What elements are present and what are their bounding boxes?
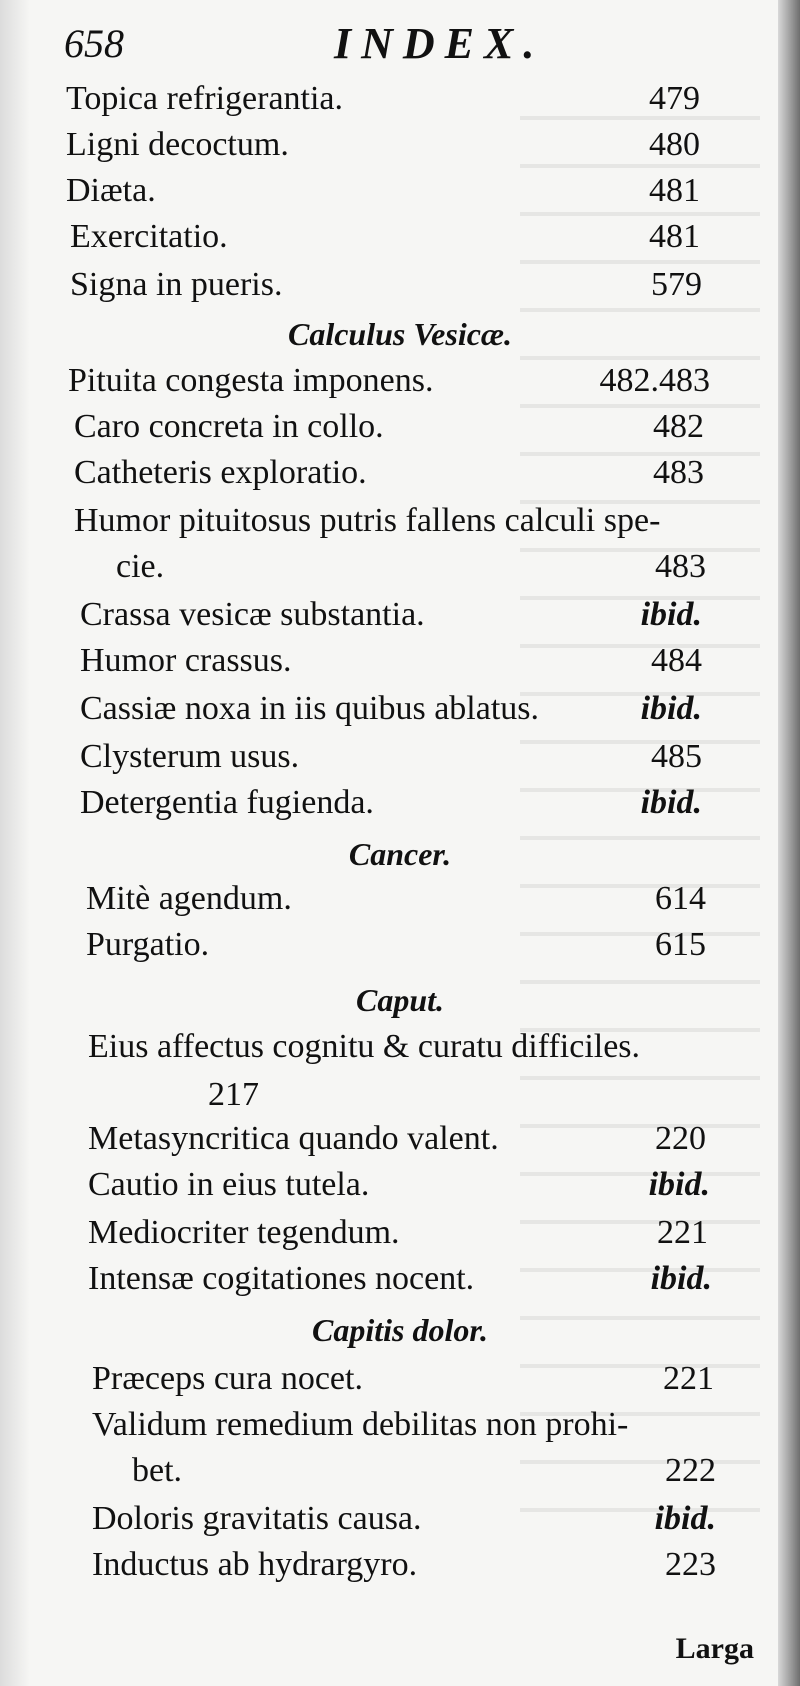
- entry-text: 217: [208, 1076, 259, 1113]
- index-entry: [86, 876, 706, 922]
- entry-text: Metasyncritica quando valent.: [88, 1120, 499, 1157]
- entry-page-reference: 483: [653, 454, 704, 491]
- index-entry: [70, 262, 702, 308]
- index-entry: [74, 498, 708, 544]
- entry-page-reference: 479: [649, 80, 700, 117]
- index-entry: [80, 686, 702, 732]
- index-entry: [88, 1210, 708, 1256]
- entry-text: Purgatio.: [86, 926, 210, 963]
- index-entry: [132, 1448, 716, 1494]
- entry-text: Crassa vesicæ substantia.: [80, 596, 425, 633]
- index-entry: [68, 358, 710, 404]
- entry-text: Signa in pueris.: [70, 266, 283, 303]
- entry-page-reference: ibid.: [654, 1500, 716, 1537]
- entry-text: Eius affectus cognitu & curatu difficiles.: [88, 1028, 641, 1065]
- entry-page-reference: 485: [651, 738, 702, 775]
- entry-page-reference: ibid.: [640, 690, 702, 727]
- index-entry: [92, 1402, 752, 1448]
- section-heading: Calculus Vesicæ.: [287, 316, 513, 352]
- index-entry: [80, 780, 702, 826]
- index-entry: [208, 1072, 720, 1118]
- index-entry: [80, 638, 702, 684]
- entry-text: Humor crassus.: [80, 642, 292, 679]
- entry-page-reference: 615: [655, 926, 706, 963]
- entry-text: Cassiæ noxa in iis quibus ablatus.: [80, 690, 539, 727]
- index-entry: [66, 76, 700, 122]
- entry-page-reference: 484: [651, 642, 702, 679]
- entry-text: Diæta.: [66, 172, 156, 209]
- entry-text: Detergentia fugienda.: [80, 784, 374, 821]
- index-entry: [74, 450, 704, 496]
- entry-text: Catheteris exploratio.: [74, 454, 367, 491]
- entry-text: Ligni decoctum.: [66, 126, 289, 163]
- entry-page-reference: 481: [649, 172, 700, 209]
- index-entry: [116, 544, 706, 590]
- index-entry: [92, 1496, 716, 1542]
- entry-page-reference: 223: [665, 1546, 716, 1583]
- section-heading: Caput.: [355, 982, 445, 1018]
- index-entry: [80, 592, 702, 638]
- entry-text: Præceps cura nocet.: [92, 1360, 363, 1397]
- entry-text: Mitè agendum.: [86, 880, 292, 917]
- entry-page-reference: 579: [651, 266, 702, 303]
- index-entry: [88, 1162, 710, 1208]
- entry-text: Mediocriter tegendum.: [88, 1214, 400, 1251]
- entry-text: bet.: [132, 1452, 183, 1489]
- section-heading: Capitis dolor.: [311, 1312, 489, 1348]
- entry-page-reference: ibid.: [640, 596, 702, 633]
- entry-text: Validum remedium debilitas non prohi-: [92, 1406, 629, 1443]
- index-entry: [66, 122, 700, 168]
- entry-page-reference: 482: [653, 408, 704, 445]
- page-number: 658: [64, 21, 124, 66]
- page-title: INDEX.: [334, 19, 545, 68]
- section-heading: Cancer.: [348, 836, 452, 872]
- index-entry: [88, 1256, 712, 1302]
- entry-text: cie.: [116, 548, 165, 585]
- entry-text: Clysterum usus.: [80, 738, 300, 775]
- entry-text: Inductus ab hydrargyro.: [92, 1546, 418, 1583]
- entry-page-reference: 483: [655, 548, 706, 585]
- entry-page-reference: ibid.: [648, 1166, 710, 1203]
- entry-text: Cautio in eius tutela.: [88, 1166, 370, 1203]
- catchword: Larga: [675, 1632, 754, 1665]
- entry-text: Exercitatio.: [70, 218, 228, 255]
- index-entry: [88, 1024, 754, 1070]
- entry-page-reference: 220: [655, 1120, 706, 1157]
- entry-page-reference: 222: [665, 1452, 716, 1489]
- entry-text: Caro concreta in collo.: [74, 408, 384, 445]
- index-entry: [88, 1116, 706, 1162]
- entry-text: Intensæ cogitationes nocent.: [88, 1260, 475, 1297]
- entry-page-reference: 614: [655, 880, 706, 917]
- entry-page-reference: 221: [663, 1360, 714, 1397]
- entry-page-reference: ibid.: [640, 784, 702, 821]
- entry-text: Doloris gravitatis causa.: [92, 1500, 422, 1537]
- index-entry: [70, 214, 700, 260]
- index-entry: [74, 404, 704, 450]
- entry-page-reference: 221: [657, 1214, 708, 1251]
- entry-text: Humor pituitosus putris fallens calculi spe-: [74, 502, 661, 539]
- entry-text: Topica refrigerantia.: [66, 80, 344, 117]
- index-entry: [92, 1542, 716, 1588]
- entry-page-reference: 481: [649, 218, 700, 255]
- index-entry: [66, 168, 700, 214]
- entry-page-reference: ibid.: [650, 1260, 712, 1297]
- index-entry: [80, 734, 702, 780]
- entry-page-reference: 482.483: [599, 362, 710, 399]
- entry-text: Pituita congesta imponens.: [68, 362, 434, 399]
- index-entry: [92, 1356, 714, 1402]
- index-entry: [86, 922, 706, 968]
- entry-page-reference: 480: [649, 126, 700, 163]
